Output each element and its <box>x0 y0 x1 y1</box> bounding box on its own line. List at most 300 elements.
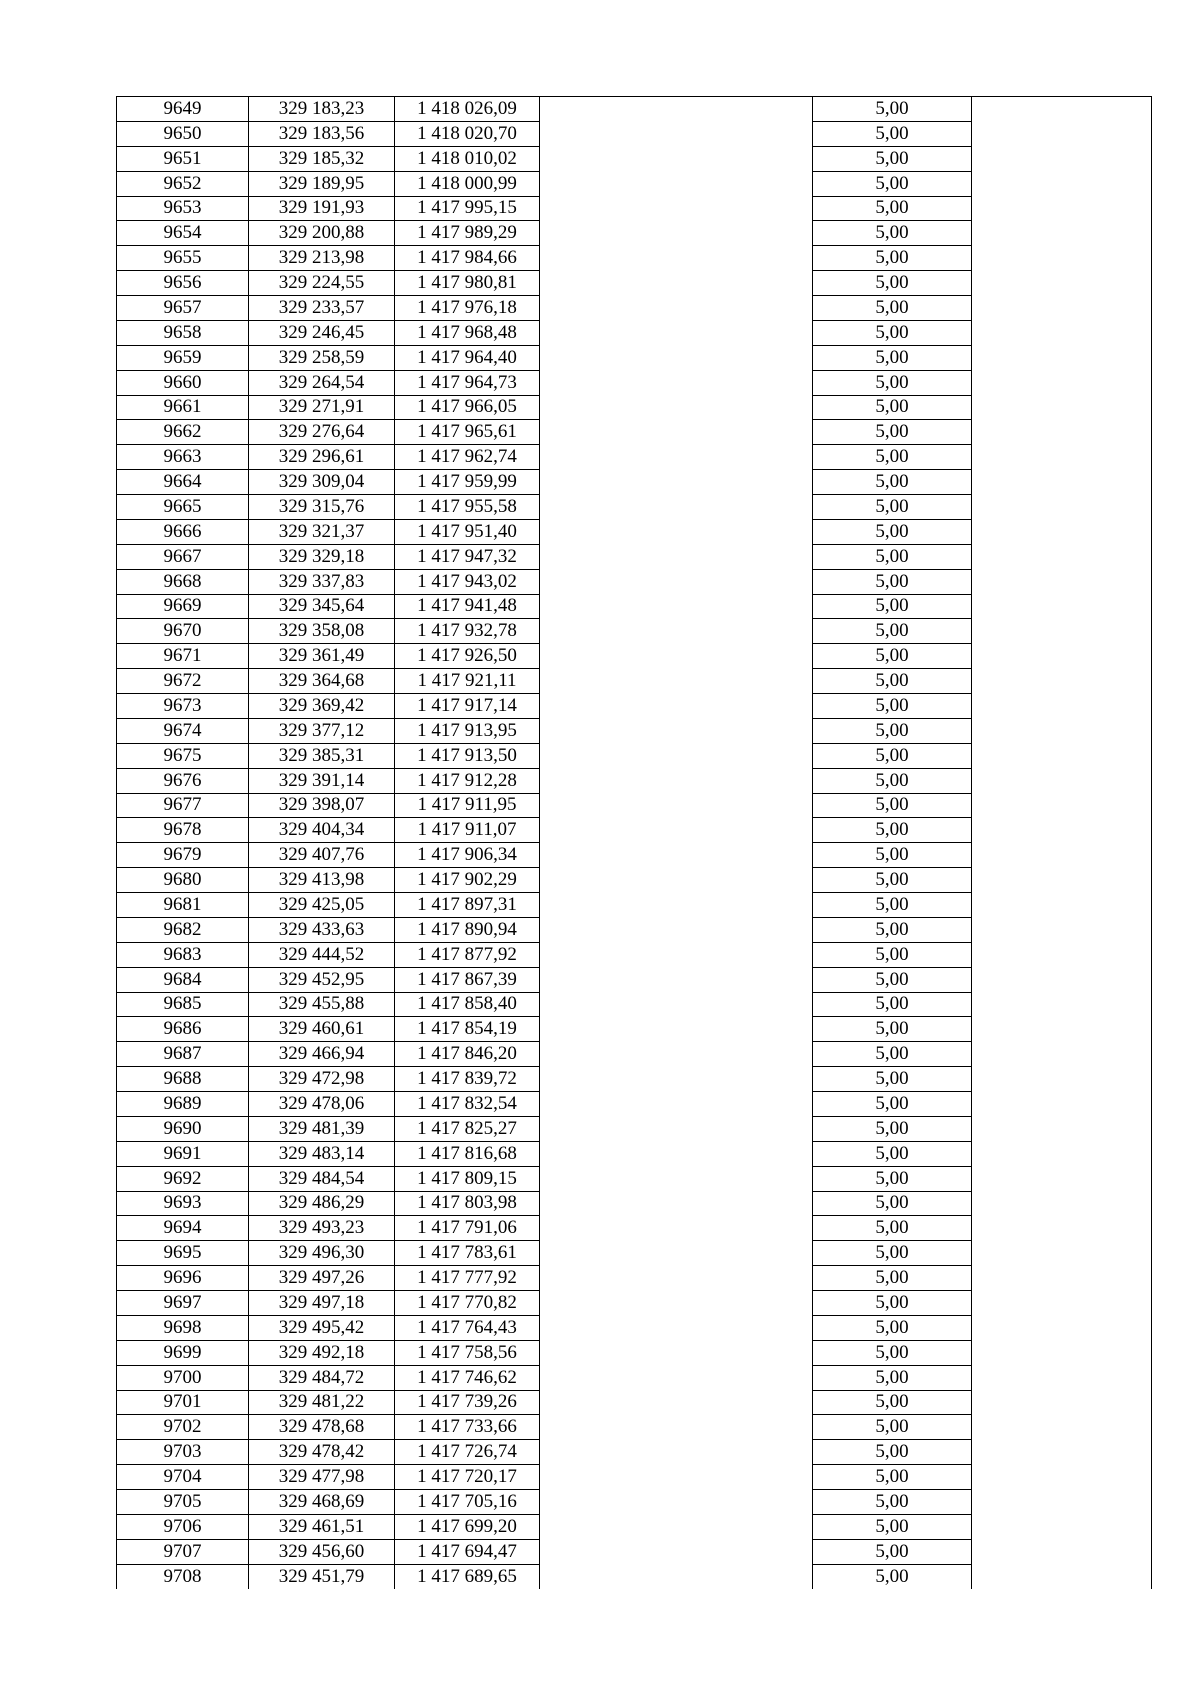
empty-cell <box>972 1365 1152 1390</box>
x-coordinate-cell: 329 345,64 <box>249 594 395 619</box>
y-coordinate-cell: 1 417 906,34 <box>395 843 540 868</box>
empty-cell <box>540 1017 813 1042</box>
y-coordinate-cell: 1 417 854,19 <box>395 1017 540 1042</box>
point-number-cell: 9664 <box>117 470 249 495</box>
empty-cell <box>972 619 1152 644</box>
empty-cell <box>540 1216 813 1241</box>
value-cell: 5,00 <box>813 992 972 1017</box>
empty-cell <box>540 1539 813 1564</box>
point-number-cell: 9678 <box>117 818 249 843</box>
value-cell: 5,00 <box>813 544 972 569</box>
table-row <box>117 917 1152 942</box>
empty-cell <box>972 320 1152 345</box>
empty-cell <box>540 1166 813 1191</box>
empty-cell <box>972 793 1152 818</box>
y-coordinate-cell: 1 417 846,20 <box>395 1042 540 1067</box>
empty-cell <box>540 1067 813 1092</box>
x-coordinate-cell: 329 189,95 <box>249 171 395 196</box>
value-cell: 5,00 <box>813 296 972 321</box>
empty-cell <box>972 196 1152 221</box>
value-cell: 5,00 <box>813 669 972 694</box>
y-coordinate-cell: 1 417 867,39 <box>395 967 540 992</box>
point-number-cell: 9680 <box>117 868 249 893</box>
empty-cell <box>540 893 813 918</box>
y-coordinate-cell: 1 417 689,65 <box>395 1564 540 1588</box>
table-row <box>117 1116 1152 1141</box>
empty-cell <box>972 1564 1152 1588</box>
x-coordinate-cell: 329 309,04 <box>249 470 395 495</box>
empty-cell <box>972 669 1152 694</box>
point-number-cell: 9695 <box>117 1241 249 1266</box>
point-number-cell: 9685 <box>117 992 249 1017</box>
empty-cell <box>540 1116 813 1141</box>
y-coordinate-cell: 1 417 913,50 <box>395 743 540 768</box>
value-cell: 5,00 <box>813 1092 972 1117</box>
x-coordinate-cell: 329 337,83 <box>249 569 395 594</box>
empty-cell <box>972 121 1152 146</box>
y-coordinate-cell: 1 418 026,09 <box>395 97 540 122</box>
y-coordinate-cell: 1 417 897,31 <box>395 893 540 918</box>
y-coordinate-cell: 1 417 921,11 <box>395 669 540 694</box>
table-row <box>117 1514 1152 1539</box>
empty-cell <box>540 495 813 520</box>
y-coordinate-cell: 1 417 962,74 <box>395 445 540 470</box>
empty-cell <box>540 420 813 445</box>
empty-cell <box>540 843 813 868</box>
empty-cell <box>540 868 813 893</box>
empty-cell <box>540 1465 813 1490</box>
value-cell: 5,00 <box>813 146 972 171</box>
point-number-cell: 9654 <box>117 221 249 246</box>
empty-cell <box>540 246 813 271</box>
point-number-cell: 9699 <box>117 1340 249 1365</box>
y-coordinate-cell: 1 417 995,15 <box>395 196 540 221</box>
value-cell: 5,00 <box>813 196 972 221</box>
x-coordinate-cell: 329 477,98 <box>249 1465 395 1490</box>
table-row <box>117 868 1152 893</box>
empty-cell <box>540 619 813 644</box>
empty-cell <box>972 694 1152 719</box>
x-coordinate-cell: 329 185,32 <box>249 146 395 171</box>
x-coordinate-cell: 329 398,07 <box>249 793 395 818</box>
value-cell: 5,00 <box>813 420 972 445</box>
empty-cell <box>972 743 1152 768</box>
table-row <box>117 1291 1152 1316</box>
value-cell: 5,00 <box>813 1166 972 1191</box>
empty-cell <box>972 97 1152 122</box>
value-cell: 5,00 <box>813 470 972 495</box>
table-row <box>117 420 1152 445</box>
x-coordinate-cell: 329 200,88 <box>249 221 395 246</box>
table-row <box>117 768 1152 793</box>
table-row <box>117 221 1152 246</box>
value-cell: 5,00 <box>813 345 972 370</box>
empty-cell <box>972 345 1152 370</box>
y-coordinate-cell: 1 417 989,29 <box>395 221 540 246</box>
y-coordinate-cell: 1 417 858,40 <box>395 992 540 1017</box>
point-number-cell: 9675 <box>117 743 249 768</box>
x-coordinate-cell: 329 246,45 <box>249 320 395 345</box>
y-coordinate-cell: 1 417 965,61 <box>395 420 540 445</box>
empty-cell <box>540 121 813 146</box>
table-row <box>117 569 1152 594</box>
table-row <box>117 1490 1152 1515</box>
table-row <box>117 1539 1152 1564</box>
x-coordinate-cell: 329 444,52 <box>249 942 395 967</box>
empty-cell <box>540 1042 813 1067</box>
table-row <box>117 1216 1152 1241</box>
x-coordinate-cell: 329 478,06 <box>249 1092 395 1117</box>
empty-cell <box>972 1440 1152 1465</box>
empty-cell <box>972 1216 1152 1241</box>
table-row <box>117 1166 1152 1191</box>
point-number-cell: 9657 <box>117 296 249 321</box>
point-number-cell: 9659 <box>117 345 249 370</box>
value-cell: 5,00 <box>813 967 972 992</box>
table-row <box>117 345 1152 370</box>
value-cell: 5,00 <box>813 793 972 818</box>
empty-cell <box>972 296 1152 321</box>
empty-cell <box>972 146 1152 171</box>
point-number-cell: 9674 <box>117 718 249 743</box>
y-coordinate-cell: 1 417 955,58 <box>395 495 540 520</box>
point-number-cell: 9677 <box>117 793 249 818</box>
empty-cell <box>972 1191 1152 1216</box>
empty-cell <box>972 544 1152 569</box>
value-cell: 5,00 <box>813 1042 972 1067</box>
x-coordinate-cell: 329 358,08 <box>249 619 395 644</box>
y-coordinate-cell: 1 417 791,06 <box>395 1216 540 1241</box>
table-row <box>117 718 1152 743</box>
value-cell: 5,00 <box>813 320 972 345</box>
y-coordinate-cell: 1 417 911,95 <box>395 793 540 818</box>
table-row <box>117 818 1152 843</box>
empty-cell <box>540 718 813 743</box>
y-coordinate-cell: 1 417 825,27 <box>395 1116 540 1141</box>
point-number-cell: 9690 <box>117 1116 249 1141</box>
point-number-cell: 9688 <box>117 1067 249 1092</box>
empty-cell <box>540 1266 813 1291</box>
point-number-cell: 9687 <box>117 1042 249 1067</box>
y-coordinate-cell: 1 417 733,66 <box>395 1415 540 1440</box>
value-cell: 5,00 <box>813 445 972 470</box>
value-cell: 5,00 <box>813 1116 972 1141</box>
y-coordinate-cell: 1 417 809,15 <box>395 1166 540 1191</box>
y-coordinate-cell: 1 418 020,70 <box>395 121 540 146</box>
y-coordinate-cell: 1 417 959,99 <box>395 470 540 495</box>
value-cell: 5,00 <box>813 1315 972 1340</box>
coordinates-table-body <box>117 97 1152 1589</box>
empty-cell <box>540 395 813 420</box>
y-coordinate-cell: 1 417 739,26 <box>395 1390 540 1415</box>
table-row <box>117 495 1152 520</box>
empty-cell <box>972 917 1152 942</box>
y-coordinate-cell: 1 417 966,05 <box>395 395 540 420</box>
empty-cell <box>972 420 1152 445</box>
point-number-cell: 9682 <box>117 917 249 942</box>
empty-cell <box>540 1340 813 1365</box>
empty-cell <box>972 1042 1152 1067</box>
x-coordinate-cell: 329 496,30 <box>249 1241 395 1266</box>
y-coordinate-cell: 1 417 877,92 <box>395 942 540 967</box>
table-row <box>117 1266 1152 1291</box>
x-coordinate-cell: 329 495,42 <box>249 1315 395 1340</box>
point-number-cell: 9704 <box>117 1465 249 1490</box>
point-number-cell: 9708 <box>117 1564 249 1588</box>
empty-cell <box>972 594 1152 619</box>
empty-cell <box>972 395 1152 420</box>
value-cell: 5,00 <box>813 917 972 942</box>
point-number-cell: 9697 <box>117 1291 249 1316</box>
y-coordinate-cell: 1 417 951,40 <box>395 519 540 544</box>
empty-cell <box>540 768 813 793</box>
y-coordinate-cell: 1 417 902,29 <box>395 868 540 893</box>
y-coordinate-cell: 1 417 803,98 <box>395 1191 540 1216</box>
x-coordinate-cell: 329 433,63 <box>249 917 395 942</box>
value-cell: 5,00 <box>813 1490 972 1515</box>
x-coordinate-cell: 329 258,59 <box>249 345 395 370</box>
empty-cell <box>972 495 1152 520</box>
point-number-cell: 9655 <box>117 246 249 271</box>
empty-cell <box>540 1291 813 1316</box>
empty-cell <box>540 594 813 619</box>
x-coordinate-cell: 329 361,49 <box>249 644 395 669</box>
empty-cell <box>540 519 813 544</box>
point-number-cell: 9701 <box>117 1390 249 1415</box>
point-number-cell: 9689 <box>117 1092 249 1117</box>
x-coordinate-cell: 329 425,05 <box>249 893 395 918</box>
x-coordinate-cell: 329 484,72 <box>249 1365 395 1390</box>
empty-cell <box>972 271 1152 296</box>
table-row <box>117 146 1152 171</box>
empty-cell <box>972 1141 1152 1166</box>
value-cell: 5,00 <box>813 1241 972 1266</box>
x-coordinate-cell: 329 233,57 <box>249 296 395 321</box>
table-row <box>117 519 1152 544</box>
point-number-cell: 9656 <box>117 271 249 296</box>
table-row <box>117 544 1152 569</box>
empty-cell <box>540 370 813 395</box>
empty-cell <box>972 768 1152 793</box>
x-coordinate-cell: 329 455,88 <box>249 992 395 1017</box>
table-row <box>117 793 1152 818</box>
y-coordinate-cell: 1 417 964,73 <box>395 370 540 395</box>
empty-cell <box>540 1241 813 1266</box>
value-cell: 5,00 <box>813 718 972 743</box>
table-row <box>117 694 1152 719</box>
point-number-cell: 9684 <box>117 967 249 992</box>
value-cell: 5,00 <box>813 818 972 843</box>
y-coordinate-cell: 1 417 783,61 <box>395 1241 540 1266</box>
point-number-cell: 9666 <box>117 519 249 544</box>
empty-cell <box>972 1092 1152 1117</box>
point-number-cell: 9702 <box>117 1415 249 1440</box>
x-coordinate-cell: 329 183,56 <box>249 121 395 146</box>
empty-cell <box>972 718 1152 743</box>
table-row <box>117 992 1152 1017</box>
table-row <box>117 246 1152 271</box>
point-number-cell: 9668 <box>117 569 249 594</box>
empty-cell <box>540 544 813 569</box>
table-row <box>117 271 1152 296</box>
table-row <box>117 395 1152 420</box>
table-row <box>117 370 1152 395</box>
empty-cell <box>540 97 813 122</box>
value-cell: 5,00 <box>813 1539 972 1564</box>
x-coordinate-cell: 329 191,93 <box>249 196 395 221</box>
table-row <box>117 171 1152 196</box>
y-coordinate-cell: 1 417 705,16 <box>395 1490 540 1515</box>
x-coordinate-cell: 329 276,64 <box>249 420 395 445</box>
y-coordinate-cell: 1 417 980,81 <box>395 271 540 296</box>
empty-cell <box>972 644 1152 669</box>
point-number-cell: 9652 <box>117 171 249 196</box>
y-coordinate-cell: 1 417 816,68 <box>395 1141 540 1166</box>
value-cell: 5,00 <box>813 1440 972 1465</box>
y-coordinate-cell: 1 418 000,99 <box>395 171 540 196</box>
point-number-cell: 9669 <box>117 594 249 619</box>
point-number-cell: 9676 <box>117 768 249 793</box>
empty-cell <box>540 1390 813 1415</box>
value-cell: 5,00 <box>813 1266 972 1291</box>
value-cell: 5,00 <box>813 495 972 520</box>
empty-cell <box>540 1564 813 1588</box>
table-row <box>117 1092 1152 1117</box>
table-row <box>117 121 1152 146</box>
point-number-cell: 9651 <box>117 146 249 171</box>
point-number-cell: 9662 <box>117 420 249 445</box>
x-coordinate-cell: 329 478,42 <box>249 1440 395 1465</box>
empty-cell <box>972 992 1152 1017</box>
empty-cell <box>540 694 813 719</box>
empty-cell <box>540 1092 813 1117</box>
point-number-cell: 9671 <box>117 644 249 669</box>
empty-cell <box>540 1440 813 1465</box>
value-cell: 5,00 <box>813 942 972 967</box>
x-coordinate-cell: 329 391,14 <box>249 768 395 793</box>
table-row <box>117 1390 1152 1415</box>
empty-cell <box>540 992 813 1017</box>
y-coordinate-cell: 1 417 720,17 <box>395 1465 540 1490</box>
x-coordinate-cell: 329 493,23 <box>249 1216 395 1241</box>
value-cell: 5,00 <box>813 1465 972 1490</box>
x-coordinate-cell: 329 369,42 <box>249 694 395 719</box>
y-coordinate-cell: 1 417 912,28 <box>395 768 540 793</box>
empty-cell <box>540 221 813 246</box>
table-row <box>117 1241 1152 1266</box>
table-row <box>117 1141 1152 1166</box>
empty-cell <box>540 942 813 967</box>
x-coordinate-cell: 329 183,23 <box>249 97 395 122</box>
empty-cell <box>972 519 1152 544</box>
y-coordinate-cell: 1 417 764,43 <box>395 1315 540 1340</box>
value-cell: 5,00 <box>813 519 972 544</box>
empty-cell <box>540 146 813 171</box>
point-number-cell: 9670 <box>117 619 249 644</box>
coordinates-table <box>116 96 1152 1589</box>
empty-cell <box>540 793 813 818</box>
y-coordinate-cell: 1 417 968,48 <box>395 320 540 345</box>
value-cell: 5,00 <box>813 171 972 196</box>
empty-cell <box>972 1291 1152 1316</box>
empty-cell <box>972 221 1152 246</box>
x-coordinate-cell: 329 483,14 <box>249 1141 395 1166</box>
empty-cell <box>972 470 1152 495</box>
y-coordinate-cell: 1 417 941,48 <box>395 594 540 619</box>
point-number-cell: 9693 <box>117 1191 249 1216</box>
y-coordinate-cell: 1 417 943,02 <box>395 569 540 594</box>
point-number-cell: 9692 <box>117 1166 249 1191</box>
value-cell: 5,00 <box>813 868 972 893</box>
empty-cell <box>972 1390 1152 1415</box>
empty-cell <box>972 1266 1152 1291</box>
value-cell: 5,00 <box>813 843 972 868</box>
empty-cell <box>540 569 813 594</box>
y-coordinate-cell: 1 417 964,40 <box>395 345 540 370</box>
x-coordinate-cell: 329 484,54 <box>249 1166 395 1191</box>
point-number-cell: 9694 <box>117 1216 249 1241</box>
empty-cell <box>972 1166 1152 1191</box>
value-cell: 5,00 <box>813 1340 972 1365</box>
x-coordinate-cell: 329 461,51 <box>249 1514 395 1539</box>
x-coordinate-cell: 329 492,18 <box>249 1340 395 1365</box>
empty-cell <box>540 1191 813 1216</box>
y-coordinate-cell: 1 417 694,47 <box>395 1539 540 1564</box>
x-coordinate-cell: 329 271,91 <box>249 395 395 420</box>
value-cell: 5,00 <box>813 594 972 619</box>
y-coordinate-cell: 1 417 984,66 <box>395 246 540 271</box>
y-coordinate-cell: 1 417 770,82 <box>395 1291 540 1316</box>
empty-cell <box>972 569 1152 594</box>
table-row <box>117 843 1152 868</box>
x-coordinate-cell: 329 321,37 <box>249 519 395 544</box>
point-number-cell: 9700 <box>117 1365 249 1390</box>
empty-cell <box>540 1514 813 1539</box>
x-coordinate-cell: 329 224,55 <box>249 271 395 296</box>
table-row <box>117 619 1152 644</box>
empty-cell <box>540 171 813 196</box>
x-coordinate-cell: 329 452,95 <box>249 967 395 992</box>
y-coordinate-cell: 1 417 947,32 <box>395 544 540 569</box>
x-coordinate-cell: 329 472,98 <box>249 1067 395 1092</box>
point-number-cell: 9667 <box>117 544 249 569</box>
table-row <box>117 1067 1152 1092</box>
empty-cell <box>540 271 813 296</box>
y-coordinate-cell: 1 417 832,54 <box>395 1092 540 1117</box>
value-cell: 5,00 <box>813 694 972 719</box>
x-coordinate-cell: 329 451,79 <box>249 1564 395 1588</box>
value-cell: 5,00 <box>813 644 972 669</box>
y-coordinate-cell: 1 417 746,62 <box>395 1365 540 1390</box>
x-coordinate-cell: 329 497,26 <box>249 1266 395 1291</box>
x-coordinate-cell: 329 486,29 <box>249 1191 395 1216</box>
point-number-cell: 9706 <box>117 1514 249 1539</box>
point-number-cell: 9672 <box>117 669 249 694</box>
value-cell: 5,00 <box>813 395 972 420</box>
empty-cell <box>972 370 1152 395</box>
empty-cell <box>540 818 813 843</box>
point-number-cell: 9707 <box>117 1539 249 1564</box>
table-row <box>117 1365 1152 1390</box>
table-row <box>117 1440 1152 1465</box>
point-number-cell: 9686 <box>117 1017 249 1042</box>
y-coordinate-cell: 1 417 913,95 <box>395 718 540 743</box>
value-cell: 5,00 <box>813 1017 972 1042</box>
empty-cell <box>972 1340 1152 1365</box>
value-cell: 5,00 <box>813 121 972 146</box>
value-cell: 5,00 <box>813 743 972 768</box>
value-cell: 5,00 <box>813 1141 972 1166</box>
